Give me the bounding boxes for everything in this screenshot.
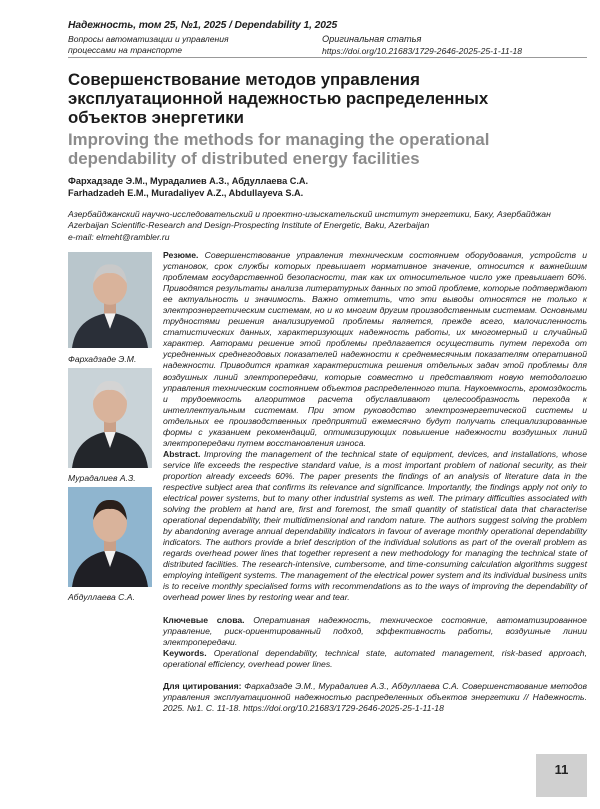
abstract-en-label: Abstract. xyxy=(163,448,201,459)
abstract-en-text: Improving the management of the technical state of equipment, devices, and installations, whose service life exceeds the respective standard value, is a most important problem of national security, as their proportion already exceeds 60%. The paper presents the findings of an analysis of literature data in the respective subject area that confirms its relevance and significance. Importantly, the findings apply not only to electrical power systems, but to many other industrial systems as well. The primary difficulties associated with solving the problem at hand are, first and foremost, the small quantity of statistical data that characterise operational dependability, their multidimensional and random nature. The authors suggest solving the problem by abandoning average annual dependability indicators in favour of average monthly operational dependability indicators. The authors provide a brief description of the individual solutions as part of the overall problem as regards overhead power lines that together represent a new methodology for managing the technical state of distributed facilities. The research-intensive, cumbersome, and time-consuming calculation algorithms suggest employing intelligent systems. The management of the electrical power system and its individual business units is to receive monthly specialised forms with recommendations as to the ways of improving the dependability of overhead power lines by restoring wear and tear. xyxy=(163,448,587,603)
keywords-en-label: Keywords. xyxy=(163,647,207,658)
title-ru-line-3: объектов энергетики xyxy=(68,108,244,127)
title-russian xyxy=(68,70,588,127)
journal-name: Надежность, том 25, №1, 2025 / Dependability 1, 2025 xyxy=(68,20,338,31)
main-text-column xyxy=(163,250,587,714)
abstract-ru-label: Резюме. xyxy=(163,250,199,260)
doi-link[interactable]: https://doi.org/10.21683/1729-2646-2025-25-1-11-18 xyxy=(322,46,523,56)
photo-caption-farhadzadeh: Фархадзаде Э.М. xyxy=(68,354,137,364)
abstract-russian xyxy=(163,250,587,449)
citation-text[interactable]: Фархадзаде Э.М., Мурадалиев А.З., Абдуллаева С.А. Совершенствование методов управления эксплуатационной надежностью распределенных объектов энергетики // Надежность. 2025. №1. С. 11-18. https://doi.org/10.21683/1729-2646-2025-25-1-11-18 xyxy=(163,680,587,713)
affiliation xyxy=(68,209,588,243)
photo-caption-muradaliyev: Мурадалиев А.З. xyxy=(68,473,136,483)
title-ru-line-1: Совершенствование методов управления xyxy=(68,70,420,89)
keywords-english xyxy=(163,648,587,670)
citation xyxy=(163,681,587,714)
title-ru-line-2: эксплуатационной надежностью распределенных xyxy=(68,89,489,108)
keywords-en-text: Operational dependability, technical state, automated management, risk-based approach, operational efficiency, overhead power lines. xyxy=(163,647,588,669)
abstract-ru-text: Совершенствование управления техническим состоянием оборудования, устройств и установок, срок службы которых превышает нормативное значение, относится к важнейшим проблемам государственной безопасности, так как их относительное число уже превышает 60%. Приводятся результаты анализа литературных данных по этой проблеме, которые подтверждают ее актуальность и значимость. Важно отметить, что эти выводы относятся не только к электроэнергетическим системам, но и ко многим другим производственным системам. Основными трудностями решения анализируемой проблемы является, прежде всего, малочисленность статистических данных, характеризующих надежность работы, их многомерный и случайный характер. Авторами решение этой проблемы предлагается осуществить путем перехода от усредненных среднегодовых показателей надежности к среднемесячным показателям оперативной надежности. Приводится краткая характеристика решения отдельных задач этой проблемы для воздушных линий электропередачи, которые совместно и представляют новую методологию управления техническим состоянием объектов распределенного типа. Наукоемкость, громоздкость и трудоемкость алгоритмов расчета обуславливают целесообразность перехода к интеллектуальным системам. При этом руководство электроэнергетической системы и отдельных ее производственных предприятий ежемесячно будут получать специализированные формы с указанием рекомендаций, оптимизирующих повышение надежности воздушных линий электропередачи путем восстановления износа. xyxy=(163,250,587,448)
affiliation-russian: Азербайджанский научно-исследовательский и проектно-изыскательский институт энергетики, Баку, Азербайджан xyxy=(68,209,551,219)
keywords-ru-text: Оперативная надежность, техническое состояние, автоматизированное управление, риск-ориентированный подход, эффективность работы, воздушные линии электропередачи. xyxy=(163,614,587,647)
page-number: 11 xyxy=(554,762,569,777)
authors-russian: Фархадзаде Э.М., Мурадалиев А.З., Абдуллаева С.А. xyxy=(68,176,309,186)
header-right xyxy=(322,20,587,56)
affiliation-english: Azerbaijan Scientific-Research and Design-Prospecting Institute of Energetic, Baku, Azerbaijan xyxy=(68,220,430,231)
citation-label: Для цитирования: xyxy=(163,680,242,691)
abstract-english xyxy=(163,449,587,604)
authors-english: Farhadzadeh E.M., Muradaliyev A.Z., Abdullayeva S.A. xyxy=(68,188,304,198)
author-photo-muradaliyev xyxy=(68,368,152,468)
header-divider xyxy=(68,57,587,58)
keywords-ru-label: Ключевые слова. xyxy=(163,614,245,625)
page-number-box xyxy=(536,754,587,797)
author-email[interactable]: e-mail: elmeht@rambler.ru xyxy=(68,231,170,242)
photo-caption-abdullayeva: Абдуллаева С.А. xyxy=(68,592,135,602)
title-en-line-1: Improving the methods for managing the operational xyxy=(68,130,490,149)
portrait-figure xyxy=(68,487,152,587)
section-name xyxy=(68,34,318,55)
section-line-1: Вопросы автоматизации и управления xyxy=(68,34,229,44)
portrait-figure xyxy=(68,368,152,468)
header-left xyxy=(68,20,338,55)
author-photo-farhadzadeh xyxy=(68,252,152,348)
author-photo-abdullayeva xyxy=(68,487,152,587)
article-type: Оригинальная статья xyxy=(322,34,422,44)
portrait-figure xyxy=(68,252,152,348)
title-en-line-2: dependability of distributed energy facilities xyxy=(68,149,420,168)
section-line-2: процессами на транспорте xyxy=(68,44,183,55)
keywords-russian xyxy=(163,615,587,648)
title-english xyxy=(68,130,588,168)
